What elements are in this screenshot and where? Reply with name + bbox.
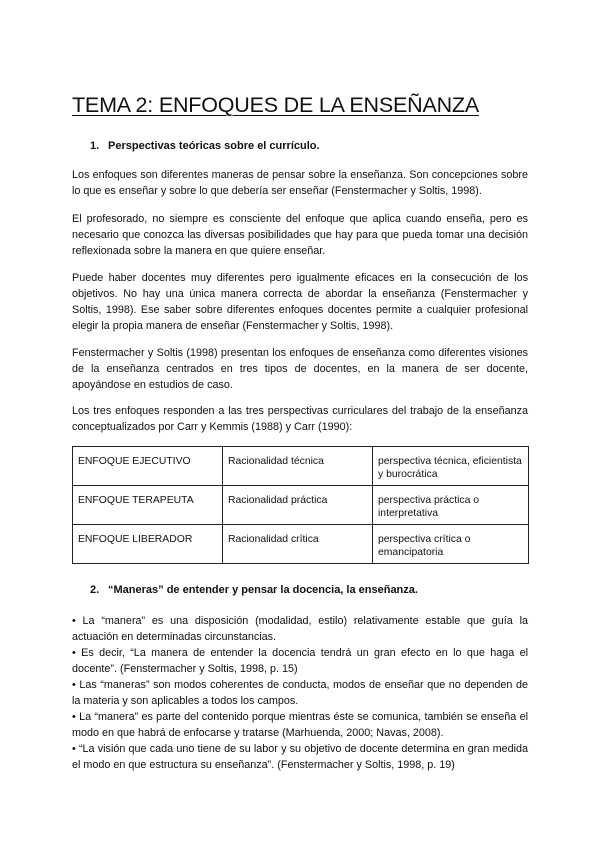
table-cell: Racionalidad práctica <box>223 486 373 525</box>
table-row <box>73 525 529 564</box>
section-heading-text: “Maneras” de entender y pensar la docencia, la enseñanza. <box>108 584 418 596</box>
section-heading-2 <box>90 583 418 597</box>
list-item: • Es decir, “La manera de entender la docencia tendrá un gran efecto en lo que haga el docente”. (Fenstermacher y Soltis, 1998, p. 15) <box>72 647 528 675</box>
paragraph: Los tres enfoques responden a las tres perspectivas curriculares del trabajo de la enseñanza conceptualizados por Carr y Kemmis (1988) y Carr (1990): <box>72 405 528 433</box>
section-heading-text: Perspectivas teóricas sobre el currículo. <box>108 140 320 152</box>
table-row <box>73 486 529 525</box>
document-title: TEMA 2: ENFOQUES DE LA ENSEÑANZA <box>72 93 479 117</box>
table-row <box>73 447 529 486</box>
table-cell: perspectiva práctica o interpretativa <box>373 486 529 525</box>
table-cell: ENFOQUE TERAPEUTA <box>73 486 223 525</box>
enfoques-table <box>72 446 529 564</box>
paragraph: Fenstermacher y Soltis (1998) presentan los enfoques de enseñanza como diferentes visiones de la enseñanza centrados en tres tipos de docentes, en la manera de ser docente, apoyándose en estudios de caso. <box>72 347 528 391</box>
table-cell: perspectiva técnica, eficientista y burocrática <box>373 447 529 486</box>
list-item: • La “manera” es una disposición (modalidad, estilo) relativamente estable que guía la actuación en determinadas circunstancias. <box>72 615 528 643</box>
table-cell: perspectiva crítica o emancipatoria <box>373 525 529 564</box>
table-cell: Racionalidad crítica <box>223 525 373 564</box>
section-heading-1 <box>90 139 320 153</box>
table-cell: ENFOQUE LIBERADOR <box>73 525 223 564</box>
section-number: 1. <box>90 140 100 152</box>
bullet-list <box>72 613 528 773</box>
list-item: • “La visión que cada uno tiene de su labor y su objetivo de docente determina en gran medida el modo en que estructura su enseñanza”. (Fenstermacher y Soltis, 1998, p. 19) <box>72 743 528 771</box>
paragraph: Los enfoques son diferentes maneras de pensar sobre la enseñanza. Son concepciones sobre lo que es enseñar y sobre lo que debería ser enseñar (Fenstermacher y Soltis, 1998). <box>72 169 528 197</box>
paragraph: El profesorado, no siempre es consciente del enfoque que aplica cuando enseña, pero es necesario que conozca las diversas posibilidades que hay para que pueda tomar una decisión reflexionada sobre la manera en que quiere enseñar. <box>72 213 528 257</box>
paragraph: Puede haber docentes muy diferentes pero igualmente eficaces en la consecución de los objetivos. No hay una única manera correcta de abordar la enseñanza (Fenstermacher y Soltis, 1998). Ese saber sobre diferentes enfoques docentes permite a cualquier profesional elegir la propia manera de enseñar (Fenstermacher y Soltis, 1998). <box>72 272 528 332</box>
section-number: 2. <box>90 584 100 596</box>
table-cell: ENFOQUE EJECUTIVO <box>73 447 223 486</box>
table-cell: Racionalidad técnica <box>223 447 373 486</box>
list-item: • La “manera” es parte del contenido porque mientras éste se comunica, también se enseña el modo en que habrá de enfocarse y tratarse (Marhuenda, 2000; Navas, 2008). <box>72 711 528 739</box>
list-item: • Las “maneras” son modos coherentes de conducta, modos de enseñar que no dependen de la materia y son aplicables a todos los campos. <box>72 679 528 707</box>
